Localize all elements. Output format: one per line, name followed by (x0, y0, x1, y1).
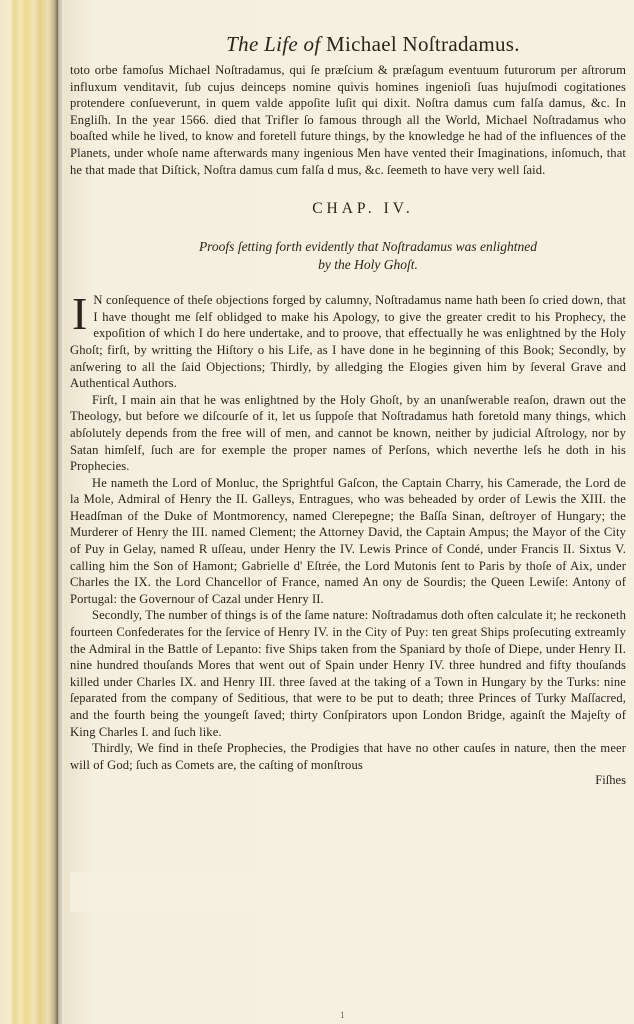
chapter-subtitle-line1: Proofs ſetting forth evidently that Noſtradamus was enlightned (198, 239, 538, 255)
chapter-heading: CHAP. IV. (312, 200, 414, 218)
running-head-name: Michael Noſtradamus. (326, 32, 520, 56)
drop-cap: I (72, 288, 88, 340)
paragraph-1 (70, 288, 626, 392)
catchword: Fiſhes (595, 773, 626, 788)
running-head-prefix: The Life of (226, 32, 321, 56)
paragraph-4: Secondly, The number of things is of the ſame nature: Noſtradamus doth often calculate it; he reckoneth fourteen Confederates for the ſervice of Henry IV. in the City of Puy: ten great Ships proſecuting extreamly the Admiral in the Battle of Lepanto: five Ships taken from the Spaniard by thoſe of Diepe, under Henry II. nine hundred thouſands Mores that went out of Spain under Henry IV. three hundred and fifty thouſands killed under Charles IX. and Henry III. three ſaved at the taking of a Town in Hungary by the Turks: nine ſeparated from the company of Seditious, that were to be put to death; three Princes of Turky Maſſacred, and the fourth being the youngeſt ſaved; thirty Conſpirators upon London Bridge, againſt the Majeſty of King Charles I. and ſuch like. (70, 608, 626, 739)
page-content (70, 30, 626, 788)
folio-mark: 1 (340, 1010, 345, 1020)
paragraph-2: Firſt, I main ain that he was enlightned by the Holy Ghoſt, by an unanſwerable reaſon, drawn out the Theology, but before we diſcourſe of it, let us ſuppoſe that Noſtradamus hath foretold many things, which abſolutely depends from the free will of men, and cannot be known, neither by judicial Aſtrology, nor by Satan himſelf, ſuch are for exemple the proper names of Perſons, which neverthe leſs he doth in his Prophecies. (70, 392, 626, 474)
running-head (120, 30, 626, 58)
chapter-subtitle-line2: by the Holy Ghoſt. (318, 257, 418, 273)
intro-paragraph: toto orbe famoſus Michael Noſtradamus, qui ſe præſcium & præſagum eventuum futurorum per aſtrorum influxum venditavit, ſub cujus deinceps nomine quivis homines ingenioſi ſuas hujuſmodi cogitationes protendere conſueverunt, in quem valde appoſite luſit qui dixit. Noſtra damus cum falſa damus, &c. In Engliſh. In the year 1566. died that Trifler ſo famous through all the World, Michael Noſtradamus who boaſted while he lived, to know and foretell future things, by the knowledge he had of the influences of the Planets, under whoſe name afterwards many ingenious Men have vented their Imaginations, inſomuch, that he that made that Diſtick, Noſtra damus cum falſa d mus, &c. ſeemeth to have very well ſaid. (70, 63, 626, 177)
book-gutter (0, 0, 58, 1024)
paragraph-5: Thirdly, We find in theſe Prophecies, the Prodigies that have no other cauſes in nature, then the meer will of God; ſuch as Comets are, the caſting of monſtrous (70, 741, 626, 772)
chapter-subtitle (110, 238, 626, 274)
paragraph-1-text: N conſequence of theſe objections forged by calumny, Noſtradamus name hath been ſo cried down, that I have thought me ſelf oblidged to make his Apology, to give the greater credit to his Prophecy, the expoſition of which I do here undertake, and to proove, that effectually he was enlightned by the Holy Ghoſt; firſt, by writting the Hiſtory o his Life, as I have done in he beginning of this Book; Secondly, by anſwering to all the ſaid Objections; Thirdly, by alledging the Elogies given him by ſeveral Grave and Authentical Authors. (70, 293, 626, 391)
paragraph-3: He nameth the Lord of Monluc, the Sprightful Gaſcon, the Captain Charry, his Camerade, the Lord de la Mole, Admiral of Henry the II. Galleys, Entragues, who was beheaded by order of Lewis the XIII. the Headſman of the Duke of Montmorency, named Clerepegne; the Baſſa Sinan, deſtroyer of Hungary; the Murderer of Henry the III. named Clement; the Attorney David, the Captain Ampus; the Mayor of the City of Puy in Gelay, named R uſſeau, under Henry the IV. Lewis Prince of Condé, under Francis II. Sixtus V. calling him the Son of Hamont; Gabrielle d' Eſtrée, the Lord Mutonis ſent to Paris by thoſe of Aix, under Charles the IX. the Lord Chancellor of France, named An ony de Sourdis; the Queen Lewiſe: Antony of Portugal: the Governour of Cazal under Henry II. (70, 475, 626, 606)
